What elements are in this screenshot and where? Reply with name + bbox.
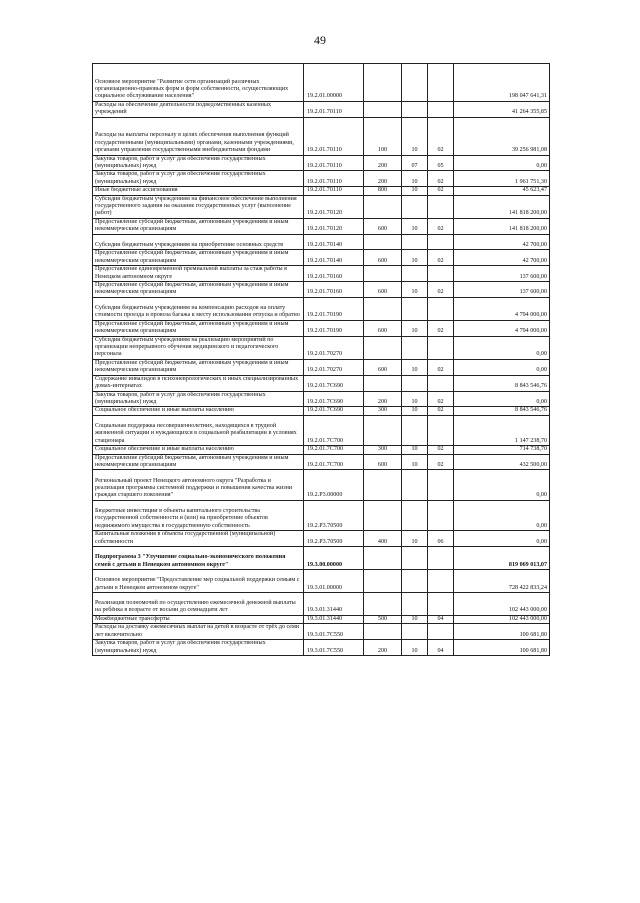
row-amount-cell: 0,00 [454, 391, 550, 407]
row-code-cell: 19.2.01.70140 [304, 234, 364, 250]
row-code-cell: 19.2.01.7С700 [304, 454, 364, 470]
table-row [93, 624, 550, 640]
table-row [93, 101, 550, 117]
row-name-cell: Предоставление единовременной премиальной выплаты за стаж работы в Ненецком автономном округе [93, 266, 304, 282]
row-expense-type-cell [364, 64, 402, 102]
row-code-cell: 19.3.01.7С550 [304, 624, 364, 640]
row-amount-cell: 45 623,47 [454, 187, 550, 195]
row-name-cell: Межбюджетные трансферты [93, 615, 304, 623]
row-name-cell: Закупка товаров, работ и услуг для обеспечения государственных (муниципальных) нужд [93, 155, 304, 171]
row-code-cell: 19.2.01.70270 [304, 336, 364, 359]
row-subsection-cell [428, 500, 454, 530]
row-name-cell: Закупка товаров, работ и услуг для обеспечения государственных (муниципальных) нужд [93, 171, 304, 187]
row-subsection-cell: 02 [428, 391, 454, 407]
row-code-cell: 19.2.01.7С690 [304, 375, 364, 391]
row-name-cell: Предоставление субсидий бюджетным, автономным учреждениям и иным некоммерческим организациям [93, 359, 304, 375]
row-amount-cell: 432 500,00 [454, 454, 550, 470]
row-expense-type-cell: 200 [364, 171, 402, 187]
row-expense-type-cell [364, 375, 402, 391]
row-expense-type-cell [364, 547, 402, 570]
row-code-cell: 19.3.00.00000 [304, 547, 364, 570]
row-subsection-cell [428, 570, 454, 593]
row-amount-cell: 1 961 751,30 [454, 171, 550, 187]
table-row [93, 281, 550, 297]
row-expense-type-cell: 300 [364, 446, 402, 454]
row-name-cell: Закупка товаров, работ и услуг для обеспечения государственных (муниципальных) нужд [93, 640, 304, 656]
row-code-cell: 19.2.01.70120 [304, 218, 364, 234]
row-code-cell: 19.2.01.70120 [304, 195, 364, 218]
table-row [93, 454, 550, 470]
table-row [93, 415, 550, 445]
row-name-cell: Подпрограмма 3 "Улучшение социально-экономического положения семей с детьми в Ненецком автономном округе" [93, 547, 304, 570]
row-section-cell: 10 [402, 250, 428, 266]
row-subsection-cell [428, 101, 454, 117]
row-code-cell: 19.2.P3.70500 [304, 531, 364, 547]
row-amount-cell: 198 047 641,31 [454, 64, 550, 102]
row-amount-cell: 8 843 546,76 [454, 375, 550, 391]
row-code-cell: 19.2.P3.70500 [304, 500, 364, 530]
page-number: 49 [314, 33, 326, 47]
row-name-cell: Региональный проект Ненецкого автономного округа "Разработка и реализация программы системной поддержки и повышения качества жизни граждан старшего поколения" [93, 470, 304, 500]
row-subsection-cell [428, 547, 454, 570]
row-code-cell: 19.2.P3.00000 [304, 470, 364, 500]
row-expense-type-cell [364, 500, 402, 530]
row-section-cell [402, 375, 428, 391]
table-row [93, 640, 550, 656]
row-section-cell [402, 415, 428, 445]
row-amount-cell: 0,00 [454, 470, 550, 500]
budget-table [92, 63, 550, 656]
row-section-cell [402, 195, 428, 218]
row-amount-cell: 141 818 200,00 [454, 218, 550, 234]
row-amount-cell: 714 738,70 [454, 446, 550, 454]
row-name-cell: Предоставление субсидий бюджетным, автономным учреждениям и иным некоммерческим организациям [93, 281, 304, 297]
table-row [93, 218, 550, 234]
row-expense-type-cell [364, 101, 402, 117]
table-row [93, 547, 550, 570]
row-section-cell: 10 [402, 531, 428, 547]
row-amount-cell: 102 443 000,00 [454, 592, 550, 615]
row-section-cell [402, 266, 428, 282]
table-row [93, 375, 550, 391]
row-expense-type-cell: 800 [364, 187, 402, 195]
row-amount-cell: 102 443 000,00 [454, 615, 550, 623]
row-expense-type-cell [364, 336, 402, 359]
row-section-cell: 10 [402, 446, 428, 454]
row-code-cell: 19.3.01.00000 [304, 570, 364, 593]
table-row [93, 531, 550, 547]
row-amount-cell: 41 264 355,85 [454, 101, 550, 117]
row-section-cell: 10 [402, 187, 428, 195]
table-row [93, 336, 550, 359]
row-amount-cell: 4 794 000,00 [454, 320, 550, 336]
row-code-cell: 19.2.01.70270 [304, 359, 364, 375]
row-subsection-cell [428, 336, 454, 359]
row-name-cell: Социальное обеспечение и иные выплаты населению [93, 407, 304, 415]
row-amount-cell: 137 600,00 [454, 281, 550, 297]
table-row [93, 446, 550, 454]
row-expense-type-cell: 200 [364, 391, 402, 407]
row-section-cell [402, 547, 428, 570]
row-subsection-cell: 02 [428, 117, 454, 155]
row-subsection-cell: 02 [428, 187, 454, 195]
table-row [93, 250, 550, 266]
row-section-cell [402, 470, 428, 500]
row-amount-cell: 0,00 [454, 155, 550, 171]
row-name-cell: Предоставление субсидий бюджетным, автономным учреждениям и иным некоммерческим организациям [93, 320, 304, 336]
row-subsection-cell: 02 [428, 320, 454, 336]
row-section-cell: 10 [402, 359, 428, 375]
row-expense-type-cell [364, 624, 402, 640]
row-expense-type-cell [364, 470, 402, 500]
row-expense-type-cell [364, 234, 402, 250]
row-expense-type-cell: 600 [364, 359, 402, 375]
row-name-cell: Бюджетные инвестиции в объекты капитального строительства государственной собственности и (или) на приобретение объектов недвижимого имущества в государственную собственность [93, 500, 304, 530]
row-name-cell: Основное мероприятие "Развитие сети организаций различных организационно-правовых форм и форм собственности, осуществляющих социальное обслуживание населения" [93, 64, 304, 102]
row-subsection-cell [428, 234, 454, 250]
row-amount-cell: 8 843 546,76 [454, 407, 550, 415]
row-name-cell: Предоставление субсидий бюджетным, автономным учреждениям и иным некоммерческим организациям [93, 250, 304, 266]
row-code-cell: 19.2.01.70110 [304, 187, 364, 195]
row-code-cell: 19.2.01.70110 [304, 155, 364, 171]
row-section-cell: 10 [402, 391, 428, 407]
row-section-cell [402, 500, 428, 530]
row-section-cell: 10 [402, 407, 428, 415]
table-row [93, 391, 550, 407]
row-expense-type-cell [364, 195, 402, 218]
row-expense-type-cell: 600 [364, 454, 402, 470]
row-section-cell: 10 [402, 117, 428, 155]
row-section-cell: 10 [402, 218, 428, 234]
row-code-cell: 19.2.01.70110 [304, 101, 364, 117]
table-row [93, 171, 550, 187]
row-code-cell: 19.2.01.7С690 [304, 407, 364, 415]
row-subsection-cell [428, 470, 454, 500]
row-name-cell: Субсидии бюджетным учреждениям на приобретение основных средств [93, 234, 304, 250]
row-code-cell: 19.2.01.70190 [304, 297, 364, 320]
row-amount-cell: 39 256 981,08 [454, 117, 550, 155]
row-code-cell: 19.3.01.31440 [304, 615, 364, 623]
row-amount-cell: 141 818 200,00 [454, 195, 550, 218]
table-row [93, 407, 550, 415]
row-subsection-cell: 02 [428, 446, 454, 454]
row-name-cell: Субсидии бюджетным учреждениям на реализацию мероприятий по организации непрерывного обучения медицинского и педагогического персонала [93, 336, 304, 359]
row-name-cell: Предоставление субсидий бюджетным, автономным учреждениям и иным некоммерческим организациям [93, 218, 304, 234]
table-row [93, 117, 550, 155]
row-amount-cell: 100 681,80 [454, 624, 550, 640]
row-name-cell: Социальная поддержка несовершеннолетних, находящихся в трудной жизненной ситуации и нуждающихся в социальной реабилитации в условиях стационара [93, 415, 304, 445]
row-subsection-cell [428, 415, 454, 445]
row-section-cell [402, 234, 428, 250]
row-subsection-cell: 04 [428, 640, 454, 656]
row-name-cell: Реализация полномочий по осуществлению ежемесячной денежной выплаты на ребёнка в возрасте от восьми до семнадцати лет [93, 592, 304, 615]
row-expense-type-cell: 200 [364, 155, 402, 171]
table-row [93, 570, 550, 593]
row-name-cell: Субсидии бюджетным учреждениям на финансовое обеспечение выполнения государственного задания на оказание государственных услуг (выполнение работ) [93, 195, 304, 218]
row-amount-cell: 4 794 000,00 [454, 297, 550, 320]
row-name-cell: Капитальные вложения в объекты государственной (муниципальной) собственности [93, 531, 304, 547]
row-code-cell: 19.2.01.70190 [304, 320, 364, 336]
row-subsection-cell: 02 [428, 359, 454, 375]
row-amount-cell: 1 147 238,70 [454, 415, 550, 445]
row-section-cell: 10 [402, 454, 428, 470]
row-subsection-cell [428, 592, 454, 615]
table-row [93, 195, 550, 218]
table-row [93, 615, 550, 623]
table-row [93, 155, 550, 171]
row-name-cell: Содержание инвалидов в психоневрологических и иных специализированных домах-интернатах [93, 375, 304, 391]
row-subsection-cell: 02 [428, 454, 454, 470]
row-expense-type-cell: 600 [364, 281, 402, 297]
table-row [93, 234, 550, 250]
row-section-cell [402, 64, 428, 102]
row-expense-type-cell: 100 [364, 117, 402, 155]
row-section-cell: 10 [402, 615, 428, 623]
row-amount-cell: 137 600,00 [454, 266, 550, 282]
row-code-cell: 19.2.01.7С690 [304, 391, 364, 407]
row-name-cell: Субсидии бюджетным учреждениям на компенсацию расходов на оплату стоимости проезда и провоза багажа к месту использования отпуска и обратно [93, 297, 304, 320]
row-code-cell: 19.2.01.00000 [304, 64, 364, 102]
row-code-cell: 19.3.01.31440 [304, 592, 364, 615]
row-expense-type-cell: 400 [364, 531, 402, 547]
row-code-cell: 19.2.01.70110 [304, 117, 364, 155]
table-row [93, 64, 550, 102]
row-amount-cell: 0,00 [454, 359, 550, 375]
row-section-cell [402, 570, 428, 593]
row-subsection-cell [428, 375, 454, 391]
row-subsection-cell [428, 266, 454, 282]
row-name-cell: Расходы на обеспечение деятельности подведомственных казенных учреждений [93, 101, 304, 117]
table-row [93, 187, 550, 195]
row-section-cell [402, 101, 428, 117]
row-expense-type-cell: 300 [364, 407, 402, 415]
row-expense-type-cell [364, 570, 402, 593]
row-amount-cell: 0,00 [454, 336, 550, 359]
row-expense-type-cell [364, 297, 402, 320]
row-code-cell: 19.3.01.7С550 [304, 640, 364, 656]
row-name-cell: Расходы на доставку ежемесячных выплат на детей в возрасте от трёх до семи лет включительно [93, 624, 304, 640]
row-code-cell: 19.2.01.7С700 [304, 415, 364, 445]
row-amount-cell: 0,00 [454, 500, 550, 530]
row-code-cell: 19.2.01.70110 [304, 171, 364, 187]
row-section-cell: 10 [402, 320, 428, 336]
budget-table-body [93, 64, 550, 656]
row-amount-cell: 0,00 [454, 531, 550, 547]
row-code-cell: 19.2.01.70160 [304, 266, 364, 282]
row-subsection-cell [428, 297, 454, 320]
row-subsection-cell: 02 [428, 218, 454, 234]
row-subsection-cell [428, 624, 454, 640]
row-name-cell: Расходы на выплаты персоналу в целях обеспечения выполнения функций государственными (муниципальными) органами, казенными учреждениями, органами управления государственными внебюджетными фондами [93, 117, 304, 155]
row-section-cell [402, 624, 428, 640]
row-code-cell: 19.2.01.7С700 [304, 446, 364, 454]
row-section-cell: 07 [402, 155, 428, 171]
table-row [93, 297, 550, 320]
row-subsection-cell: 06 [428, 531, 454, 547]
row-subsection-cell: 02 [428, 250, 454, 266]
row-name-cell: Социальное обеспечение и иные выплаты населению [93, 446, 304, 454]
row-subsection-cell [428, 64, 454, 102]
row-subsection-cell: 02 [428, 407, 454, 415]
row-expense-type-cell: 600 [364, 250, 402, 266]
table-row [93, 500, 550, 530]
row-subsection-cell: 05 [428, 155, 454, 171]
row-expense-type-cell [364, 415, 402, 445]
row-expense-type-cell: 500 [364, 615, 402, 623]
table-row [93, 592, 550, 615]
row-amount-cell: 100 681,80 [454, 640, 550, 656]
row-section-cell: 10 [402, 640, 428, 656]
row-code-cell: 19.2.01.70140 [304, 250, 364, 266]
row-subsection-cell: 04 [428, 615, 454, 623]
row-amount-cell: 42 700,00 [454, 234, 550, 250]
row-expense-type-cell [364, 266, 402, 282]
row-expense-type-cell: 200 [364, 640, 402, 656]
table-row [93, 320, 550, 336]
row-name-cell: Предоставление субсидий бюджетным, автономным учреждениям и иным некоммерческим организациям [93, 454, 304, 470]
row-section-cell [402, 297, 428, 320]
row-name-cell: Закупка товаров, работ и услуг для обеспечения государственных (муниципальных) нужд [93, 391, 304, 407]
table-row [93, 470, 550, 500]
row-section-cell: 10 [402, 281, 428, 297]
row-name-cell: Основное мероприятие "Предоставление мер социальной поддержки семьям с детьми в Ненецком автономном округе" [93, 570, 304, 593]
row-expense-type-cell: 600 [364, 218, 402, 234]
row-expense-type-cell: 600 [364, 320, 402, 336]
row-amount-cell: 42 700,00 [454, 250, 550, 266]
row-section-cell [402, 592, 428, 615]
row-section-cell: 10 [402, 171, 428, 187]
table-row [93, 266, 550, 282]
row-subsection-cell: 02 [428, 281, 454, 297]
table-row [93, 359, 550, 375]
row-amount-cell: 728 422 833,24 [454, 570, 550, 593]
row-section-cell [402, 336, 428, 359]
row-subsection-cell [428, 195, 454, 218]
row-expense-type-cell [364, 592, 402, 615]
row-amount-cell: 819 069 013,07 [454, 547, 550, 570]
row-subsection-cell: 02 [428, 171, 454, 187]
row-code-cell: 19.2.01.70160 [304, 281, 364, 297]
row-name-cell: Иные бюджетные ассигнования [93, 187, 304, 195]
